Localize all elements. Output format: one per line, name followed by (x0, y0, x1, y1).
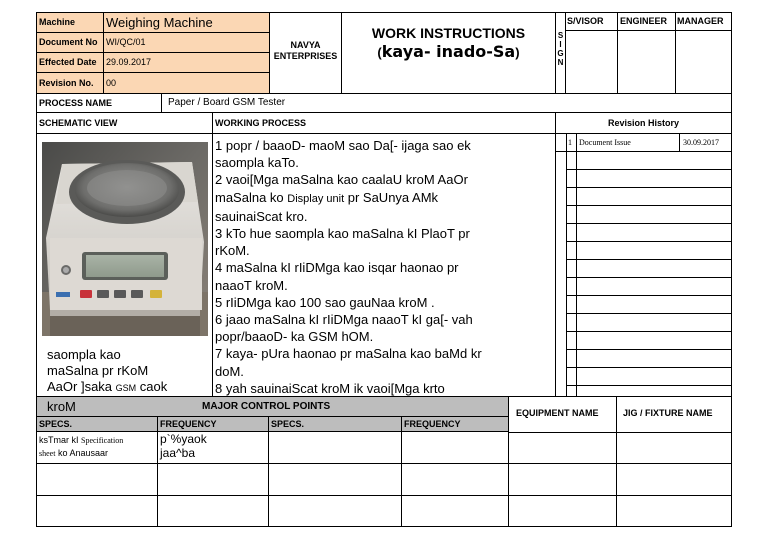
revision-value-cell (104, 73, 269, 93)
working-line: naaoT kroM. (215, 277, 288, 293)
process-name-value: Paper / Board GSM Tester (168, 97, 286, 108)
document-title (342, 25, 555, 63)
row1-frequency (160, 432, 207, 460)
working-line: 4 maSalna kI rIiDMga kao isqar haonao pr (215, 260, 459, 276)
specs-label: SPECS. (39, 419, 73, 429)
role-engineer: ENGINEER (620, 16, 668, 26)
working-line: saompla kaTo. (215, 155, 299, 171)
title-paren-open: ( (377, 45, 382, 60)
weighing-machine-photo (42, 142, 208, 336)
doc-no-label: Document No (39, 37, 98, 47)
revision-history-label: Revision History (608, 118, 680, 128)
major-control-points-label: MAJOR CONTROL POINTS (202, 401, 331, 412)
revision-value: 00 (106, 78, 117, 88)
revision-row-no: 1 (568, 138, 572, 147)
sign-letter-n: N (557, 58, 564, 67)
process-name-label: PROCESS NAME (39, 98, 113, 108)
weighing-machine-illustration (42, 142, 208, 336)
caption-line3: AaOr ]saka GSM caok (47, 379, 168, 394)
row1-spec (39, 434, 123, 460)
sign-letter-g: G (557, 49, 564, 58)
role-manager: MANAGER (677, 16, 724, 26)
working-process-text (215, 137, 555, 397)
working-line: 2 vaoi[Mga maSalna kao caalaU kroM AaOr (215, 172, 468, 188)
frequency-label: FREQUENCY (160, 419, 217, 429)
working-line: 8 yah sauinaiScat kroM ik vaoi[Mga krto (215, 380, 445, 396)
working-line: 6 jaao maSalna kI rIiDMga naaoT kI ga[- vah (215, 312, 473, 328)
company-line2: ENTERPRISES (273, 51, 338, 61)
title-line2 (342, 42, 555, 63)
title-line1: WORK INSTRUCTIONS (371, 25, 526, 41)
schematic-caption (47, 347, 167, 396)
equipment-name-label: EQUIPMENT NAME (516, 408, 599, 418)
company-name (270, 40, 341, 62)
sign-letter-i: I (559, 40, 562, 49)
specs2-label: SPECS. (271, 419, 305, 429)
row1-freq-line2: jaa^ba (160, 446, 195, 460)
revision-label: Revision No. (39, 78, 94, 88)
working-line: popr/baaoD- ka GSM hOM. (215, 329, 374, 345)
machine-value: Weighing Machine (106, 15, 213, 30)
row1-spec-line2: sheet ko Anausaar (39, 448, 108, 458)
schematic-view-label: SCHEMATIC VIEW (39, 118, 118, 128)
company-line1: NAVYA (290, 40, 321, 50)
working-line: rKoM. (215, 243, 250, 259)
working-line: doM. (215, 363, 244, 379)
row1-spec-line1: ksTmar kI Specification (39, 435, 124, 445)
working-process-label: WORKING PROCESS (215, 118, 307, 128)
jig-fixture-name-label: JIG / FIXTURE NAME (623, 408, 713, 418)
revision-row-desc: Document Issue (579, 138, 631, 147)
role-svisor: S/VISOR (567, 16, 604, 26)
working-line: maSalna ko Display unit pr SaUnya AMk (215, 189, 439, 205)
sign-vertical (556, 31, 565, 67)
title-paren-close: ) (515, 45, 520, 60)
machine-label: Machine (39, 17, 76, 27)
caption-line2: maSalna pr rKoM (47, 363, 149, 378)
working-line: sauinaiScat kro. (215, 208, 308, 224)
doc-no-value: WI/QC/01 (106, 37, 146, 47)
working-line: 3 kTo hue saompla kao maSalna kI PlaoT pr (215, 226, 470, 242)
caption-line4: kroM (47, 399, 76, 414)
title-hindi-text: kaya- inado-Sa (381, 42, 516, 61)
effected-date-value: 29.09.2017 (106, 57, 152, 67)
effected-date-label: Effected Date (39, 57, 97, 67)
revision-row-date: 30.09.2017 (683, 138, 719, 147)
sign-letter-s: S (557, 31, 564, 40)
working-line: 7 kaya- pUra haonao pr maSalna kao baMd kr (215, 346, 482, 362)
frequency2-label: FREQUENCY (404, 419, 461, 429)
working-line: 1 popr / baaoD- maoM sao Da[- ijaga sao ek (215, 138, 471, 153)
caption-line1: saompla kao (47, 347, 121, 362)
row1-freq-line1: p`%yaok (160, 432, 207, 446)
working-line: 5 rIiDMga kao 100 sao gauNaa kroM . (215, 294, 435, 310)
